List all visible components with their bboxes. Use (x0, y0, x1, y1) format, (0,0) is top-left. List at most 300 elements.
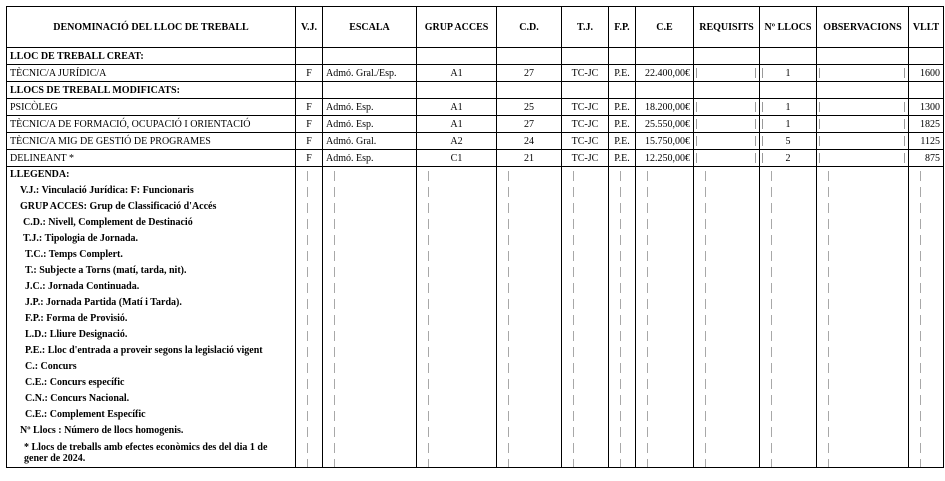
grid-tick (771, 219, 772, 229)
grid-tick (771, 379, 772, 389)
grid-tick (647, 315, 648, 325)
grid-tick (771, 315, 772, 325)
cell-ce: 15.750,00€ (636, 133, 694, 150)
grid-tick (647, 203, 648, 213)
grid-tick (573, 459, 574, 468)
grid-tick (620, 427, 621, 437)
legend-grid-cell (609, 167, 636, 468)
grid-tick (647, 363, 648, 373)
cell-vllt: 1825 (909, 116, 944, 133)
grid-tick (508, 171, 509, 181)
grid-tick (307, 459, 308, 468)
grid-tick (428, 219, 429, 229)
legend-grid-cell (562, 167, 609, 468)
legend-note: * Llocs de treballs amb efectes econòmics des del dia 1 de gener de 2024. (24, 442, 268, 464)
grid-tick (573, 251, 574, 261)
grid-tick (705, 187, 706, 197)
cell-denominacio: DELINEANT * (7, 150, 296, 167)
grid-tick (508, 363, 509, 373)
grid-tick (508, 379, 509, 389)
grid-tick (920, 395, 921, 405)
grid-tick (428, 395, 429, 405)
grid-tick (307, 347, 308, 357)
grid-tick (508, 235, 509, 245)
grid-tick (508, 395, 509, 405)
table-row (7, 133, 944, 150)
cell-cd: 24 (497, 133, 562, 150)
grid-tick (647, 251, 648, 261)
cell-fp: P.E. (609, 99, 636, 116)
grid-tick (334, 203, 335, 213)
grid-tick (705, 299, 706, 309)
grid-tick (307, 379, 308, 389)
grid-tick (573, 283, 574, 293)
cell-nllocs: 1 (760, 99, 817, 116)
grid-tick (428, 267, 429, 277)
grid-tick (508, 219, 509, 229)
grid-tick (920, 379, 921, 389)
grid-tick (828, 187, 829, 197)
grid-tick (620, 299, 621, 309)
legend-item: T.J.: Tipologia de Jornada. (23, 233, 139, 244)
grid-tick (508, 203, 509, 213)
header-cd: C.D. (497, 7, 562, 48)
grid-tick (573, 299, 574, 309)
grid-tick (771, 251, 772, 261)
grid-tick (620, 331, 621, 341)
grid-tick (771, 363, 772, 373)
legend-item: C.N.: Concurs Nacional. (25, 393, 130, 404)
cell-tj: TC-JC (562, 150, 609, 167)
grid-tick (334, 283, 335, 293)
cell-observacions (817, 133, 909, 150)
grid-tick (828, 427, 829, 437)
grid-tick (828, 235, 829, 245)
cell-requisits (694, 133, 760, 150)
legend-item: J.C.: Jornada Continuada. (25, 281, 140, 292)
grid-tick (307, 411, 308, 421)
section-row-modificats (7, 82, 944, 99)
grid-tick (620, 347, 621, 357)
grid-tick (647, 331, 648, 341)
grid-tick (508, 443, 509, 453)
grid-tick (573, 411, 574, 421)
grid-tick (920, 219, 921, 229)
grid-tick (620, 395, 621, 405)
grid-tick (647, 187, 648, 197)
grid-tick (647, 411, 648, 421)
grid-tick (920, 443, 921, 453)
grid-tick (573, 443, 574, 453)
cell-cd: 27 (497, 65, 562, 82)
cell-ce: 12.250,00€ (636, 150, 694, 167)
grid-tick (508, 299, 509, 309)
cell-cd: 25 (497, 99, 562, 116)
cell-vllt: 1600 (909, 65, 944, 82)
cell-cd: 21 (497, 150, 562, 167)
grid-tick (334, 411, 335, 421)
grid-tick (920, 427, 921, 437)
grid-tick (647, 219, 648, 229)
grid-tick (508, 251, 509, 261)
grid-tick (428, 379, 429, 389)
grid-tick (334, 347, 335, 357)
grid-tick (828, 299, 829, 309)
grid-tick (705, 443, 706, 453)
grid-tick (828, 411, 829, 421)
grid-tick (647, 283, 648, 293)
grid-tick (828, 219, 829, 229)
legend-grid-cell (323, 167, 417, 468)
legend-item: P.E.: Lloc d'entrada a proveir segons la legislació vigent (25, 345, 263, 356)
grid-tick (307, 443, 308, 453)
grid-tick (508, 267, 509, 277)
grid-tick (705, 411, 706, 421)
header-fp: F.P. (609, 7, 636, 48)
grid-tick (828, 251, 829, 261)
table-row (7, 150, 944, 167)
grid-tick (508, 283, 509, 293)
grid-tick (647, 235, 648, 245)
grid-tick (307, 363, 308, 373)
cell-vj: F (296, 133, 323, 150)
grid-tick (428, 331, 429, 341)
grid-tick (508, 411, 509, 421)
table-row (7, 116, 944, 133)
grid-tick (508, 315, 509, 325)
legend-item: C.E.: Concurs específic (25, 377, 125, 388)
grid-tick (334, 299, 335, 309)
grid-tick (647, 443, 648, 453)
grid-tick (705, 395, 706, 405)
grid-tick (334, 171, 335, 181)
header-row (7, 7, 944, 48)
grid-tick (920, 187, 921, 197)
grid-tick (307, 315, 308, 325)
header-grup: GRUP ACCES (417, 7, 497, 48)
grid-tick (828, 443, 829, 453)
grid-tick (920, 235, 921, 245)
section-title-modificats: LLOCS DE TREBALL MODIFICATS: (7, 82, 296, 99)
table-row (7, 65, 944, 82)
grid-tick (771, 299, 772, 309)
cell-escala: Admó. Esp. (323, 116, 417, 133)
grid-tick (647, 395, 648, 405)
cell-fp: P.E. (609, 133, 636, 150)
grid-tick (705, 459, 706, 468)
header-requisits: REQUISITS (694, 7, 760, 48)
grid-tick (573, 235, 574, 245)
grid-tick (307, 171, 308, 181)
grid-tick (428, 251, 429, 261)
grid-tick (771, 187, 772, 197)
cell-ce: 25.550,00€ (636, 116, 694, 133)
cell-escala: Admó. Esp. (323, 150, 417, 167)
grid-tick (334, 443, 335, 453)
grid-tick (428, 299, 429, 309)
grid-tick (508, 331, 509, 341)
legend-item: Nº Llocs : Número de llocs homogenis. (20, 425, 184, 436)
grid-tick (647, 171, 648, 181)
cell-grup: A1 (417, 116, 497, 133)
grid-tick (334, 235, 335, 245)
section-title-creat: LLOC DE TREBALL CREAT: (7, 48, 296, 65)
legend-row (7, 167, 944, 468)
grid-tick (620, 219, 621, 229)
cell-requisits (694, 116, 760, 133)
legend-item: V.J.: Vinculació Jurídica: F: Funcionaris (20, 185, 194, 196)
legend-grid-cell (497, 167, 562, 468)
header-vllt: VLLT (909, 7, 944, 48)
grid-tick (573, 171, 574, 181)
header-vj: V.J. (296, 7, 323, 48)
grid-tick (920, 171, 921, 181)
grid-tick (428, 187, 429, 197)
grid-tick (828, 267, 829, 277)
grid-tick (620, 443, 621, 453)
cell-tj: TC-JC (562, 116, 609, 133)
grid-tick (828, 347, 829, 357)
grid-tick (828, 315, 829, 325)
grid-tick (334, 267, 335, 277)
cell-escala: Admó. Esp. (323, 99, 417, 116)
grid-tick (307, 251, 308, 261)
grid-tick (771, 267, 772, 277)
grid-tick (647, 347, 648, 357)
cell-vj: F (296, 150, 323, 167)
grid-tick (705, 427, 706, 437)
grid-tick (334, 219, 335, 229)
rpt-sheet (6, 6, 944, 468)
grid-tick (573, 219, 574, 229)
legend-item: F.P.: Forma de Provisió. (25, 313, 128, 324)
grid-tick (705, 283, 706, 293)
cell-grup: C1 (417, 150, 497, 167)
legend-grid-cell (817, 167, 909, 468)
grid-tick (334, 363, 335, 373)
cell-nllocs: 1 (760, 65, 817, 82)
grid-tick (647, 427, 648, 437)
legend-item: C.E.: Complement Específic (25, 409, 146, 420)
grid-tick (307, 331, 308, 341)
cell-escala: Admó. Gral. (323, 133, 417, 150)
header-escala: ESCALA (323, 7, 417, 48)
cell-observacions (817, 150, 909, 167)
grid-tick (705, 363, 706, 373)
grid-tick (920, 347, 921, 357)
cell-tj: TC-JC (562, 133, 609, 150)
grid-tick (705, 251, 706, 261)
grid-tick (647, 459, 648, 468)
grid-tick (508, 427, 509, 437)
legend-item: T.: Subjecte a Torns (matí, tarda, nit). (25, 265, 187, 276)
grid-tick (920, 363, 921, 373)
grid-tick (705, 203, 706, 213)
grid-tick (573, 395, 574, 405)
legend-item: GRUP ACCES: Grup de Classificació d'Accés (20, 201, 217, 212)
grid-tick (771, 331, 772, 341)
grid-tick (428, 411, 429, 421)
grid-tick (771, 235, 772, 245)
cell-denominacio: TÈCNIC/A DE FORMACIÓ, OCUPACIÓ I ORIENTACIÓ (7, 116, 296, 133)
grid-tick (620, 363, 621, 373)
grid-tick (620, 203, 621, 213)
grid-tick (307, 235, 308, 245)
grid-tick (307, 267, 308, 277)
cell-requisits (694, 150, 760, 167)
header-nllocs: Nº LLOCS (760, 7, 817, 48)
cell-ce: 18.200,00€ (636, 99, 694, 116)
grid-tick (828, 283, 829, 293)
grid-tick (428, 171, 429, 181)
grid-tick (828, 171, 829, 181)
grid-tick (771, 459, 772, 468)
cell-grup: A1 (417, 99, 497, 116)
grid-tick (428, 203, 429, 213)
cell-denominacio: TÈCNIC/A MIG DE GESTIÓ DE PROGRAMES (7, 133, 296, 150)
cell-vj: F (296, 116, 323, 133)
cell-requisits (694, 99, 760, 116)
grid-tick (705, 171, 706, 181)
grid-tick (620, 187, 621, 197)
grid-tick (428, 427, 429, 437)
grid-tick (647, 299, 648, 309)
grid-tick (307, 427, 308, 437)
grid-tick (428, 283, 429, 293)
grid-tick (920, 315, 921, 325)
cell-vllt: 875 (909, 150, 944, 167)
grid-tick (307, 203, 308, 213)
legend (7, 167, 296, 468)
grid-tick (920, 411, 921, 421)
cell-vllt: 1125 (909, 133, 944, 150)
grid-tick (307, 283, 308, 293)
grid-tick (508, 347, 509, 357)
grid-tick (771, 283, 772, 293)
grid-tick (620, 315, 621, 325)
grid-tick (828, 379, 829, 389)
grid-tick (620, 411, 621, 421)
legend-grid-cell (296, 167, 323, 468)
grid-tick (771, 427, 772, 437)
grid-tick (428, 459, 429, 468)
cell-escala: Admó. Gral./Esp. (323, 65, 417, 82)
job-positions-table (6, 6, 944, 468)
header-tj: T.J. (562, 7, 609, 48)
grid-tick (771, 443, 772, 453)
legend-grid-cell (760, 167, 817, 468)
cell-tj: TC-JC (562, 99, 609, 116)
cell-nllocs: 5 (760, 133, 817, 150)
grid-tick (334, 251, 335, 261)
grid-tick (508, 459, 509, 468)
grid-tick (428, 235, 429, 245)
cell-denominacio: PSICÒLEG (7, 99, 296, 116)
grid-tick (334, 459, 335, 468)
grid-tick (620, 459, 621, 468)
grid-tick (307, 299, 308, 309)
grid-tick (705, 315, 706, 325)
grid-tick (508, 187, 509, 197)
grid-tick (620, 235, 621, 245)
table-row (7, 99, 944, 116)
grid-tick (307, 187, 308, 197)
header-ce: C.E (636, 7, 694, 48)
grid-tick (573, 379, 574, 389)
grid-tick (334, 427, 335, 437)
grid-tick (705, 267, 706, 277)
legend-item: T.C.: Temps Complert. (25, 249, 123, 260)
legend-grid-cell (636, 167, 694, 468)
grid-tick (428, 363, 429, 373)
grid-tick (573, 331, 574, 341)
grid-tick (771, 171, 772, 181)
cell-denominacio: TÈCNIC/A JURÍDIC/A (7, 65, 296, 82)
grid-tick (705, 347, 706, 357)
cell-vllt: 1300 (909, 99, 944, 116)
cell-observacions (817, 65, 909, 82)
cell-vj: F (296, 65, 323, 82)
grid-tick (828, 203, 829, 213)
legend-grid-cell (417, 167, 497, 468)
legend-grid-cell (909, 167, 944, 468)
cell-vj: F (296, 99, 323, 116)
legend-title: LLEGENDA: (10, 169, 70, 180)
cell-nllocs: 1 (760, 116, 817, 133)
grid-tick (705, 331, 706, 341)
grid-tick (620, 267, 621, 277)
grid-tick (705, 379, 706, 389)
grid-tick (920, 203, 921, 213)
grid-tick (573, 363, 574, 373)
grid-tick (307, 219, 308, 229)
cell-grup: A2 (417, 133, 497, 150)
legend-item: C.: Concurs (25, 361, 77, 372)
grid-tick (771, 347, 772, 357)
grid-tick (620, 379, 621, 389)
grid-tick (334, 395, 335, 405)
grid-tick (920, 459, 921, 468)
grid-tick (920, 251, 921, 261)
grid-tick (573, 187, 574, 197)
grid-tick (307, 395, 308, 405)
cell-requisits (694, 65, 760, 82)
grid-tick (573, 427, 574, 437)
grid-tick (573, 315, 574, 325)
grid-tick (573, 267, 574, 277)
legend-item: L.D.: Lliure Designació. (25, 329, 128, 340)
grid-tick (920, 283, 921, 293)
grid-tick (334, 379, 335, 389)
cell-fp: P.E. (609, 150, 636, 167)
grid-tick (828, 363, 829, 373)
header-observacions: OBSERVACIONS (817, 7, 909, 48)
grid-tick (334, 187, 335, 197)
grid-tick (647, 267, 648, 277)
grid-tick (620, 171, 621, 181)
grid-tick (920, 299, 921, 309)
cell-observacions (817, 99, 909, 116)
cell-fp: P.E. (609, 65, 636, 82)
grid-tick (620, 283, 621, 293)
grid-tick (771, 203, 772, 213)
grid-tick (428, 315, 429, 325)
grid-tick (828, 459, 829, 468)
grid-tick (705, 235, 706, 245)
header-denominacio: DENOMINACIÓ DEL LLOC DE TREBALL (7, 7, 296, 48)
grid-tick (705, 219, 706, 229)
grid-tick (428, 347, 429, 357)
